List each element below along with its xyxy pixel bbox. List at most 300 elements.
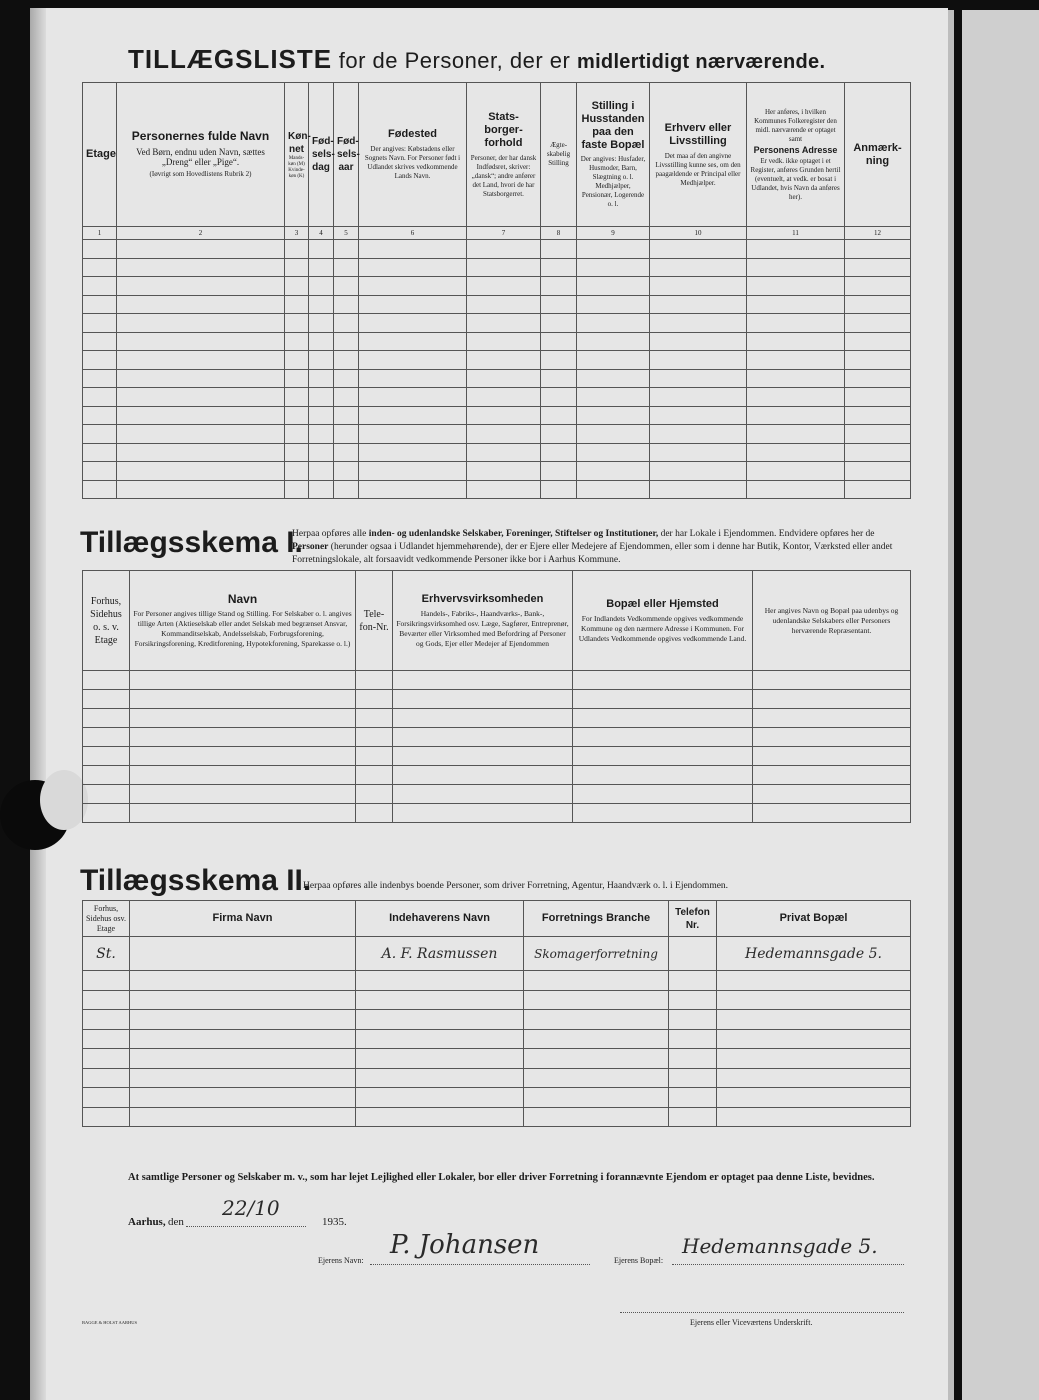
blank-cell — [747, 314, 845, 333]
blank-cell — [650, 388, 747, 407]
blank-row — [83, 1029, 911, 1049]
blank-cell — [309, 351, 334, 370]
signature-label: Ejerens eller Viceværtens Underskrift. — [690, 1318, 813, 1327]
blank-cell — [717, 990, 911, 1010]
blank-cell — [334, 462, 359, 481]
blank-cell — [130, 671, 356, 690]
blank-cell — [83, 277, 117, 296]
blank-cell — [83, 1010, 130, 1030]
blank-row — [83, 1010, 911, 1030]
blank-cell — [83, 990, 130, 1010]
skema2-col-firma: Firma Navn — [130, 901, 356, 937]
blank-cell — [309, 425, 334, 444]
blank-cell — [117, 314, 285, 333]
blank-row — [83, 240, 911, 259]
blank-cell — [83, 258, 117, 277]
blank-cell — [285, 240, 309, 259]
skema2-note: Herpaa opføres alle indenbys boende Personer, som driver Forretning, Agentur, Haandværk o. l. i Ejendommen. — [303, 881, 729, 891]
blank-cell — [130, 1107, 356, 1127]
liste-title — [128, 44, 825, 75]
blank-cell — [359, 258, 467, 277]
liste-col-koen: Køn-net Mands-køn (M) Kvinde-køn (K) — [285, 83, 309, 227]
blank-cell — [845, 480, 911, 499]
blank-cell — [717, 1107, 911, 1127]
blank-cell — [467, 480, 541, 499]
blank-cell — [285, 480, 309, 499]
blank-cell — [577, 462, 650, 481]
blank-row — [83, 406, 911, 425]
skema1-col-telefon: Tele-fon-Nr. — [356, 571, 393, 671]
blank-cell — [845, 332, 911, 351]
blank-cell — [467, 462, 541, 481]
liste-col-foedselsdag: Fød-sels-dag — [309, 83, 334, 227]
blank-row — [83, 1107, 911, 1127]
blank-row — [83, 425, 911, 444]
blank-row — [83, 785, 911, 804]
skema2-cell-branche: Skomagerforretning — [524, 937, 669, 971]
blank-cell — [285, 425, 309, 444]
facing-page — [962, 10, 1039, 1400]
blank-cell — [573, 747, 753, 766]
blank-cell — [541, 351, 577, 370]
blank-cell — [577, 240, 650, 259]
blank-cell — [285, 388, 309, 407]
blank-cell — [541, 443, 577, 462]
blank-row — [83, 766, 911, 785]
skema2-header-row — [83, 901, 911, 937]
blank-cell — [356, 690, 393, 709]
owner-bopael-label: Ejerens Bopæl: — [614, 1256, 664, 1265]
blank-cell — [334, 351, 359, 370]
blank-row — [83, 671, 911, 690]
blank-cell — [334, 406, 359, 425]
blank-cell — [334, 240, 359, 259]
blank-cell — [650, 462, 747, 481]
blank-cell — [467, 388, 541, 407]
liste-col-foedested: Fødested Der angives: Købstadens eller Sognets Navn. For Personer født i Udlandet skrives vedkommende Lands Navn. — [359, 83, 467, 227]
skema2-cell-etage: St. — [83, 937, 130, 971]
blank-cell — [541, 240, 577, 259]
blank-cell — [393, 785, 573, 804]
skema2-col-bopael: Privat Bopæl — [717, 901, 911, 937]
blank-cell — [650, 406, 747, 425]
blank-row — [83, 258, 911, 277]
blank-cell — [359, 388, 467, 407]
blank-cell — [573, 728, 753, 747]
blank-cell — [117, 369, 285, 388]
blank-cell — [845, 369, 911, 388]
owner-name-line — [370, 1264, 590, 1265]
blank-cell — [309, 240, 334, 259]
blank-cell — [334, 480, 359, 499]
blank-row — [83, 747, 911, 766]
owner-name-handwritten: P. Johansen — [390, 1230, 540, 1260]
blank-cell — [83, 785, 130, 804]
blank-cell — [467, 295, 541, 314]
footer-declaration: At samtlige Personer og Selskaber m. v., som har lejet Lejlighed eller Lokaler, bor eller driver Forretning i forannævnte Ejendom er optaget paa denne Liste, bevidnes. — [128, 1172, 875, 1183]
liste-number-row: 1 2 3 4 5 6 7 8 9 10 11 12 — [83, 227, 911, 240]
blank-cell — [753, 728, 911, 747]
blank-cell — [130, 1068, 356, 1088]
skema2-row-1 — [83, 937, 911, 971]
blank-cell — [717, 1010, 911, 1030]
blank-cell — [356, 728, 393, 747]
skema2-table — [82, 900, 911, 1127]
blank-cell — [117, 462, 285, 481]
blank-cell — [130, 766, 356, 785]
blank-cell — [334, 295, 359, 314]
blank-cell — [573, 709, 753, 728]
blank-cell — [309, 314, 334, 333]
blank-cell — [356, 804, 393, 823]
blank-cell — [650, 277, 747, 296]
blank-cell — [285, 314, 309, 333]
blank-cell — [285, 332, 309, 351]
blank-cell — [393, 671, 573, 690]
blank-cell — [356, 1010, 524, 1030]
blank-cell — [359, 443, 467, 462]
blank-cell — [130, 785, 356, 804]
printer-mark: BAGGE & HOLST AARHUS — [82, 1320, 138, 1325]
blank-cell — [130, 1029, 356, 1049]
owner-bopael-line — [672, 1264, 904, 1265]
blank-cell — [747, 277, 845, 296]
skema2-cell-indehaver: A. F. Rasmussen — [356, 937, 524, 971]
blank-cell — [747, 443, 845, 462]
finger-shadow — [40, 770, 88, 830]
blank-cell — [83, 406, 117, 425]
blank-cell — [83, 690, 130, 709]
date-handwritten: 22/10 — [222, 1196, 280, 1220]
blank-cell — [524, 990, 669, 1010]
blank-row — [83, 1068, 911, 1088]
liste-title-emph: midlertidigt nærværende. — [576, 51, 826, 73]
owner-bopael-handwritten: Hedemannsgade 5. — [682, 1234, 878, 1258]
skema2-title: Tillægsskema II. — [80, 864, 312, 897]
blank-cell — [747, 369, 845, 388]
blank-cell — [359, 332, 467, 351]
blank-cell — [747, 406, 845, 425]
blank-row — [83, 480, 911, 499]
blank-cell — [117, 295, 285, 314]
blank-cell — [467, 258, 541, 277]
blank-cell — [717, 1029, 911, 1049]
blank-cell — [393, 747, 573, 766]
blank-cell — [747, 295, 845, 314]
blank-cell — [117, 425, 285, 444]
blank-cell — [356, 1088, 524, 1108]
blank-row — [83, 690, 911, 709]
blank-cell — [83, 314, 117, 333]
blank-cell — [83, 709, 130, 728]
blank-cell — [334, 369, 359, 388]
blank-cell — [356, 709, 393, 728]
blank-cell — [334, 388, 359, 407]
blank-cell — [334, 425, 359, 444]
blank-cell — [359, 240, 467, 259]
blank-cell — [83, 1068, 130, 1088]
blank-cell — [573, 804, 753, 823]
blank-cell — [130, 1049, 356, 1069]
blank-row — [83, 277, 911, 296]
blank-cell — [747, 480, 845, 499]
blank-row — [83, 728, 911, 747]
blank-cell — [524, 1010, 669, 1030]
skema1-col-erhverv: Erhvervsvirksomheden Handels-, Fabriks-, Haandværks-, Bank-, Forsikringsvirksomhed osv. Læge, Sagfører, Entreprenør, Beværter eller Virksomhed med Befordring af Personer og Gods, Ejer eller Medejer af Ejendommen — [393, 571, 573, 671]
blank-cell — [524, 1049, 669, 1069]
blank-cell — [845, 425, 911, 444]
blank-cell — [285, 443, 309, 462]
blank-cell — [334, 258, 359, 277]
blank-cell — [83, 388, 117, 407]
blank-cell — [541, 480, 577, 499]
owner-name-label: Ejerens Navn: — [318, 1256, 364, 1265]
blank-cell — [753, 804, 911, 823]
blank-cell — [393, 690, 573, 709]
blank-cell — [117, 388, 285, 407]
blank-cell — [845, 406, 911, 425]
skema2-col-indehaver: Indehaverens Navn — [356, 901, 524, 937]
blank-cell — [83, 747, 130, 766]
blank-cell — [83, 766, 130, 785]
blank-cell — [356, 971, 524, 991]
blank-cell — [117, 240, 285, 259]
blank-cell — [83, 351, 117, 370]
blank-cell — [541, 462, 577, 481]
blank-cell — [359, 425, 467, 444]
blank-cell — [747, 332, 845, 351]
blank-cell — [83, 332, 117, 351]
blank-cell — [467, 369, 541, 388]
skema1-note: Herpaa opføres alle inden- og udenlandske Selskaber, Foreninger, Stiftelser og Institutioner, der har Lokale i Ejendommen. Endvidere opføres her de Personer (herunder ogsaa i Udlandet hjemmehørende), der er Ejere eller Medejere af Ejendommen, eller som i denne har Butik, Kontor, Værksted eller andet Forretningslokale, alt forsaavidt vedkommende Personer ikke bor i Aarhus Kommune. — [292, 529, 893, 565]
liste-title-strong: TILLÆGSLISTE — [128, 44, 333, 74]
blank-cell — [117, 258, 285, 277]
blank-cell — [83, 425, 117, 444]
blank-cell — [747, 462, 845, 481]
blank-cell — [541, 425, 577, 444]
blank-cell — [130, 747, 356, 766]
blank-cell — [573, 785, 753, 804]
blank-cell — [83, 671, 130, 690]
blank-cell — [83, 1049, 130, 1069]
blank-cell — [334, 443, 359, 462]
blank-cell — [130, 1010, 356, 1030]
blank-cell — [285, 406, 309, 425]
blank-row — [83, 295, 911, 314]
blank-cell — [577, 406, 650, 425]
blank-cell — [650, 240, 747, 259]
blank-cell — [467, 332, 541, 351]
blank-cell — [577, 480, 650, 499]
blank-cell — [524, 1029, 669, 1049]
blank-cell — [83, 240, 117, 259]
blank-cell — [467, 406, 541, 425]
blank-cell — [285, 369, 309, 388]
liste-col-foedselsaar: Fød-sels-aar — [334, 83, 359, 227]
blank-cell — [577, 443, 650, 462]
blank-cell — [573, 766, 753, 785]
blank-cell — [130, 990, 356, 1010]
blank-cell — [359, 277, 467, 296]
blank-cell — [117, 332, 285, 351]
blank-cell — [130, 971, 356, 991]
blank-cell — [717, 1068, 911, 1088]
skema1-col-etage: Forhus, Sidehus o. s. v. Etage — [83, 571, 130, 671]
blank-row — [83, 971, 911, 991]
blank-cell — [83, 971, 130, 991]
blank-cell — [650, 351, 747, 370]
blank-cell — [117, 443, 285, 462]
blank-cell — [747, 258, 845, 277]
blank-row — [83, 709, 911, 728]
blank-cell — [359, 314, 467, 333]
blank-cell — [393, 709, 573, 728]
blank-cell — [130, 1088, 356, 1108]
blank-cell — [577, 369, 650, 388]
footer-city: Aarhus, — [128, 1216, 166, 1228]
liste-col-statsborger: Stats-borger-forhold Personer, der har dansk Indfødsret, skriver: „dansk“; andre anfører det Land, hvori de har Statsborgerret. — [467, 83, 541, 227]
blank-cell — [309, 332, 334, 351]
liste-col-anmaerkning: Anmærk-ning — [845, 83, 911, 227]
blank-cell — [753, 671, 911, 690]
skema2-col-etage: Forhus, Sidehus osv. Etage — [83, 901, 130, 937]
blank-cell — [650, 314, 747, 333]
blank-row — [83, 443, 911, 462]
liste-col-stilling: Stilling i Husstanden paa den faste Bopæl Der angives: Husfader, Husmoder, Barn, Slægtning o. l. Medhjælper, Pensionær, Logerende o. l. — [577, 83, 650, 227]
blank-cell — [309, 369, 334, 388]
blank-cell — [845, 295, 911, 314]
skema2-body — [83, 971, 911, 1127]
blank-cell — [83, 1029, 130, 1049]
blank-cell — [669, 1010, 717, 1030]
blank-row — [83, 1088, 911, 1108]
blank-cell — [573, 690, 753, 709]
blank-cell — [747, 425, 845, 444]
blank-cell — [541, 258, 577, 277]
blank-cell — [83, 1088, 130, 1108]
blank-cell — [285, 351, 309, 370]
blank-cell — [573, 671, 753, 690]
skema1-header-row — [83, 571, 911, 671]
blank-cell — [845, 443, 911, 462]
blank-cell — [359, 351, 467, 370]
blank-cell — [334, 332, 359, 351]
blank-cell — [393, 766, 573, 785]
blank-cell — [577, 425, 650, 444]
blank-cell — [650, 258, 747, 277]
blank-cell — [845, 351, 911, 370]
blank-cell — [650, 425, 747, 444]
blank-cell — [467, 443, 541, 462]
blank-cell — [83, 369, 117, 388]
blank-cell — [650, 332, 747, 351]
blank-cell — [467, 351, 541, 370]
blank-row — [83, 314, 911, 333]
blank-cell — [83, 480, 117, 499]
blank-cell — [334, 277, 359, 296]
blank-cell — [577, 351, 650, 370]
blank-cell — [669, 1068, 717, 1088]
blank-cell — [393, 804, 573, 823]
blank-cell — [83, 1107, 130, 1127]
skema2-col-branche: Forretnings Branche — [524, 901, 669, 937]
blank-cell — [334, 314, 359, 333]
blank-cell — [285, 277, 309, 296]
blank-cell — [309, 258, 334, 277]
liste-col-etage: Etage — [83, 83, 117, 227]
date-line — [186, 1226, 306, 1227]
blank-cell — [309, 295, 334, 314]
blank-cell — [117, 277, 285, 296]
blank-cell — [359, 295, 467, 314]
blank-row — [83, 990, 911, 1010]
signature-line — [620, 1312, 904, 1313]
blank-cell — [669, 971, 717, 991]
blank-cell — [356, 1029, 524, 1049]
liste-col-erhverv: Erhverv eller Livsstilling Det maa af den angivne Livsstilling kunne ses, om den paagældende er Principal eller Medhjælper. — [650, 83, 747, 227]
liste-table — [82, 82, 911, 499]
blank-cell — [130, 804, 356, 823]
blank-cell — [577, 388, 650, 407]
blank-cell — [117, 480, 285, 499]
liste-header-row — [83, 83, 911, 227]
blank-cell — [285, 462, 309, 481]
liste-col-aegteskab: Ægte-skabelig Stilling — [541, 83, 577, 227]
blank-cell — [541, 369, 577, 388]
blank-cell — [577, 277, 650, 296]
blank-cell — [753, 785, 911, 804]
page-spine — [30, 8, 46, 1400]
skema1-body — [83, 671, 911, 823]
blank-cell — [650, 369, 747, 388]
blank-cell — [359, 406, 467, 425]
blank-cell — [83, 462, 117, 481]
blank-cell — [83, 804, 130, 823]
blank-cell — [577, 258, 650, 277]
blank-cell — [356, 766, 393, 785]
blank-cell — [669, 1049, 717, 1069]
blank-cell — [577, 295, 650, 314]
blank-cell — [285, 295, 309, 314]
blank-cell — [117, 406, 285, 425]
blank-cell — [541, 295, 577, 314]
blank-cell — [393, 728, 573, 747]
blank-cell — [541, 388, 577, 407]
blank-cell — [669, 1088, 717, 1108]
blank-cell — [309, 406, 334, 425]
blank-cell — [577, 314, 650, 333]
blank-cell — [309, 462, 334, 481]
blank-row — [83, 388, 911, 407]
blank-cell — [359, 462, 467, 481]
blank-cell — [356, 785, 393, 804]
blank-cell — [650, 295, 747, 314]
blank-cell — [524, 1107, 669, 1127]
blank-cell — [524, 971, 669, 991]
blank-cell — [83, 295, 117, 314]
skema2-cell-telefon — [669, 937, 717, 971]
blank-cell — [356, 1068, 524, 1088]
blank-cell — [356, 747, 393, 766]
blank-cell — [845, 277, 911, 296]
skema1-table — [82, 570, 911, 823]
blank-cell — [753, 747, 911, 766]
blank-cell — [747, 240, 845, 259]
skema1-col-repraesentant: Her angives Navn og Bopæl paa udenbys og udenlandske Selskabers eller Personers herværende Repræsentant. — [753, 571, 911, 671]
blank-cell — [356, 990, 524, 1010]
blank-cell — [285, 258, 309, 277]
blank-row — [83, 369, 911, 388]
